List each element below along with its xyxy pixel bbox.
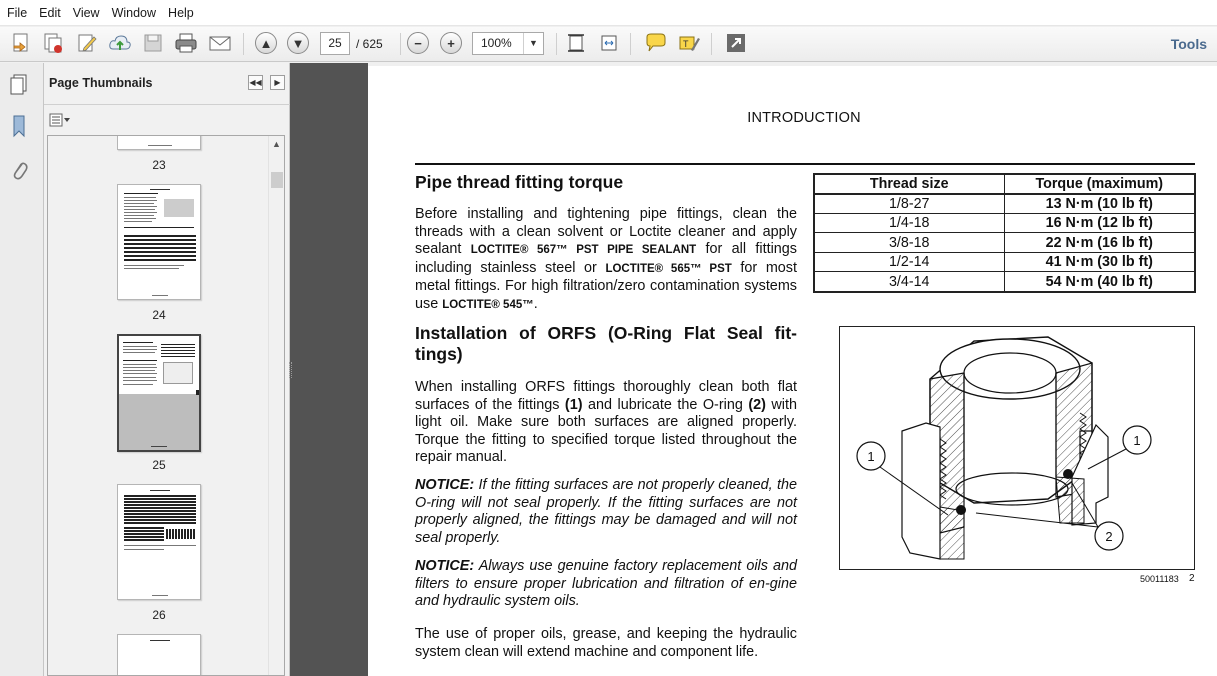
orfs-fitting-figure — [839, 326, 1195, 570]
menu-window[interactable]: Window — [111, 5, 157, 20]
zoom-value: 100% — [481, 36, 512, 50]
zoom-select[interactable] — [472, 32, 544, 55]
closing-paragraph: The use of proper oils, grease, and keeping the hydraulic system clean will extend machine and component life. — [415, 626, 797, 660]
panel-header — [44, 63, 290, 105]
thread-size-cell: 1/2-14 — [814, 252, 1004, 272]
column-header: Thread size — [814, 174, 1004, 194]
expand-panel-button[interactable]: ▶ — [270, 75, 285, 90]
table-row — [814, 252, 1195, 272]
thumbnail-line — [123, 380, 157, 381]
figure-number: 2 — [1189, 573, 1195, 584]
thumbnail-line — [124, 212, 157, 213]
comment-icon[interactable] — [643, 31, 669, 55]
thumbnails-panel — [44, 63, 290, 676]
thumbnail-resize-handle[interactable] — [196, 390, 201, 395]
thumbnail-line — [151, 446, 167, 447]
bookmarks-icon[interactable] — [8, 113, 30, 139]
thumbnail-line — [124, 265, 184, 266]
thumbnails-scrollbar[interactable] — [268, 136, 284, 676]
thumbnail-page-27[interactable] — [117, 634, 201, 676]
page-number-input[interactable]: 25 — [320, 32, 350, 55]
combine-files-icon[interactable] — [40, 31, 66, 55]
minus-icon: − — [407, 32, 429, 54]
text-run: . — [533, 295, 538, 312]
thread-size-cell: 3/8-18 — [814, 233, 1004, 253]
page-header: INTRODUCTION — [747, 110, 861, 126]
orfs-paragraph — [415, 379, 797, 467]
fit-page-icon[interactable] — [563, 31, 589, 55]
thumbnail-line — [123, 367, 157, 368]
thumbnail-line — [123, 342, 153, 343]
scroll-up-icon[interactable]: ▲ — [272, 139, 281, 149]
thumbnail-line — [124, 549, 164, 550]
zoom-in-button[interactable] — [438, 31, 464, 55]
collapse-panel-button[interactable]: ◀◀ — [248, 75, 263, 90]
torque-table — [813, 173, 1196, 293]
menu-edit[interactable]: Edit — [39, 5, 61, 20]
thumbnail-line — [124, 545, 196, 546]
document-backdrop — [290, 63, 368, 676]
text-run: and lubricate the O-ring — [582, 396, 749, 413]
thumbnail-line — [150, 490, 170, 491]
thumbnail-page-26[interactable] — [117, 484, 201, 600]
navigation-rail — [0, 63, 44, 676]
thread-size-cell: 1/8-27 — [814, 194, 1004, 214]
callout-ref: (1) — [564, 396, 583, 413]
create-pdf-icon[interactable] — [8, 31, 34, 55]
callout-ref: (2) — [748, 396, 766, 413]
thumbnails-list[interactable] — [47, 135, 285, 676]
table-row — [814, 213, 1195, 233]
next-page-button[interactable] — [285, 31, 311, 55]
thumbnail-table — [161, 344, 195, 358]
notice-paragraph-1 — [415, 477, 797, 547]
thumbnail-table — [124, 495, 196, 525]
thumbnail-line — [123, 377, 156, 378]
thumbnail-line — [150, 640, 170, 641]
options-menu-icon — [49, 113, 71, 127]
torque-cell: 13 N·m (10 lb ft) — [1004, 194, 1195, 214]
thumbnail-label: 25 — [152, 458, 166, 472]
thumbnail-line — [124, 193, 158, 194]
thumbnail-page-23[interactable] — [117, 135, 201, 150]
document-page — [368, 66, 1217, 676]
full-screen-icon[interactable] — [723, 31, 749, 55]
thumbnail-page-24[interactable] — [117, 184, 201, 300]
thumbnail-options-button[interactable] — [49, 112, 73, 128]
menu-view[interactable]: View — [72, 5, 100, 20]
header-rule — [415, 163, 1195, 165]
edit-pdf-icon[interactable] — [74, 31, 100, 55]
save-icon[interactable] — [140, 31, 166, 55]
chevron-down-icon[interactable]: ▼ — [523, 33, 543, 54]
column-header: Torque (maximum) — [1004, 174, 1195, 194]
fit-width-icon[interactable] — [596, 31, 622, 55]
thumbnail-line — [123, 373, 157, 374]
thumbnail-line — [123, 352, 155, 353]
menu-help[interactable]: Help — [168, 5, 194, 20]
thumbnail-page-25[interactable] — [117, 334, 201, 452]
thumbnail-line — [123, 346, 157, 347]
thumbnail-line — [152, 595, 168, 596]
thumbnail-line — [124, 227, 194, 228]
thumbnail-line — [123, 364, 156, 365]
torque-cell: 54 N·m (40 lb ft) — [1004, 272, 1195, 292]
page-thumbnails-icon[interactable] — [8, 71, 30, 97]
thumbnail-label: 26 — [152, 608, 166, 622]
thumbnail-line — [124, 215, 154, 216]
callout-2: 2 — [1105, 529, 1113, 544]
thumbnail-line — [124, 209, 155, 210]
svg-text:T: T — [683, 39, 689, 49]
attachments-icon[interactable] — [8, 157, 30, 183]
fitting-illustration — [840, 327, 1196, 571]
toolbar-separator — [243, 33, 244, 55]
table-row — [814, 233, 1195, 253]
thumbnail-line — [123, 384, 153, 385]
notice-text: Always use genuine factory replacement oils and filters to ensure proper lubrication and filtration of en-gine and hydraulic system oils. — [415, 558, 797, 609]
thumbnail-line — [124, 268, 179, 269]
upload-cloud-icon[interactable] — [107, 31, 133, 55]
highlight-icon[interactable] — [676, 31, 702, 55]
thumbnail-figure — [164, 199, 194, 217]
menu-file[interactable]: File — [7, 5, 28, 20]
thumbnail-line — [123, 370, 155, 371]
notice-paragraph-2 — [415, 558, 797, 611]
sealant-name: LOCTITE® 567™ PST PIPE SEALANT — [470, 244, 697, 256]
thumbnail-line — [124, 203, 154, 204]
torque-cell: 22 N·m (16 lb ft) — [1004, 233, 1195, 253]
thread-size-cell: 1/4-18 — [814, 213, 1004, 233]
thumbnail-line — [123, 360, 157, 361]
plus-icon: + — [440, 32, 462, 54]
thumbnail-table — [124, 235, 196, 261]
thumbnail-line — [124, 221, 152, 222]
scroll-thumb[interactable] — [271, 172, 283, 188]
thumbnail-table — [124, 527, 164, 541]
text-run: for all fittings including stainless steel or — [415, 241, 797, 276]
sealant-name: LOCTITE® 545™ — [442, 298, 534, 311]
sealant-name: LOCTITE® 565™ PST — [605, 262, 732, 275]
section-title-orfs: Installation of ORFS (O-Ring Flat Seal fit-tings) — [415, 323, 797, 364]
text-run: Before installing and tightening pipe fittings, clean the threads with a clean solvent or Loctite cleaner and apply sealant — [415, 206, 797, 257]
text-run: with light oil. Make sure both surfaces are aligned properly. Torque the fitting to specified torque listed throughout the repair manual. — [415, 396, 797, 465]
table-header-row — [814, 174, 1195, 194]
thumbnail-line — [124, 218, 156, 219]
table-row — [814, 272, 1195, 292]
page-count: / 625 — [356, 37, 383, 51]
notice-label: NOTICE: — [415, 558, 475, 574]
print-icon[interactable] — [173, 31, 199, 55]
thumbnail-label: 24 — [152, 308, 166, 322]
toolbar-separator — [400, 33, 401, 55]
figure-id: 50011183 — [1140, 574, 1179, 584]
previous-page-button[interactable] — [253, 31, 279, 55]
thumbnail-line — [124, 197, 156, 198]
tools-button[interactable]: Tools — [1170, 36, 1207, 52]
pipe-thread-paragraph — [415, 206, 797, 314]
section-title-pipe-thread: Pipe thread fitting torque — [415, 172, 624, 192]
arrow-up-icon: ▲ — [255, 32, 277, 54]
email-icon[interactable] — [207, 31, 233, 55]
callout-1-right: 1 — [1133, 433, 1141, 448]
text-run: for most metal fittings. For high filtration/zero contamination systems use — [415, 259, 798, 312]
notice-text: If the fitting surfaces are not properly cleaned, the O-ring will not seal properly. If the fitting surfaces are not properly aligned, the fittings may be damaged and will not seal properly. — [415, 477, 797, 546]
notice-label: NOTICE: — [415, 477, 475, 493]
torque-cell: 16 N·m (12 lb ft) — [1004, 213, 1195, 233]
text-run: When installing ORFS fittings thoroughly clean both flat surfaces of the fittings — [415, 379, 797, 413]
table-row — [814, 194, 1195, 214]
toolbar-separator — [711, 33, 712, 55]
panel-resize-grip[interactable] — [289, 362, 292, 378]
arrow-down-icon: ▼ — [287, 32, 309, 54]
thumbnail-figure — [163, 362, 193, 384]
callout-1-left: 1 — [867, 449, 875, 464]
thumbnail-line — [124, 200, 157, 201]
panel-title: Page Thumbnails — [49, 76, 153, 90]
thumbnail-line — [124, 206, 157, 207]
toolbar-separator — [630, 33, 631, 55]
thumbnail-label: 23 — [152, 158, 166, 172]
toolbar-separator — [556, 33, 557, 55]
thumbnail-line — [123, 349, 157, 350]
thumbnail-table — [166, 529, 196, 539]
menu-bar — [0, 0, 1217, 26]
thread-size-cell: 3/4-14 — [814, 272, 1004, 292]
thumbnail-line — [150, 189, 170, 190]
torque-cell: 41 N·m (30 lb ft) — [1004, 252, 1195, 272]
zoom-out-button[interactable] — [405, 31, 431, 55]
thumbnail-line — [152, 295, 168, 296]
thumbnail-line — [148, 145, 172, 146]
